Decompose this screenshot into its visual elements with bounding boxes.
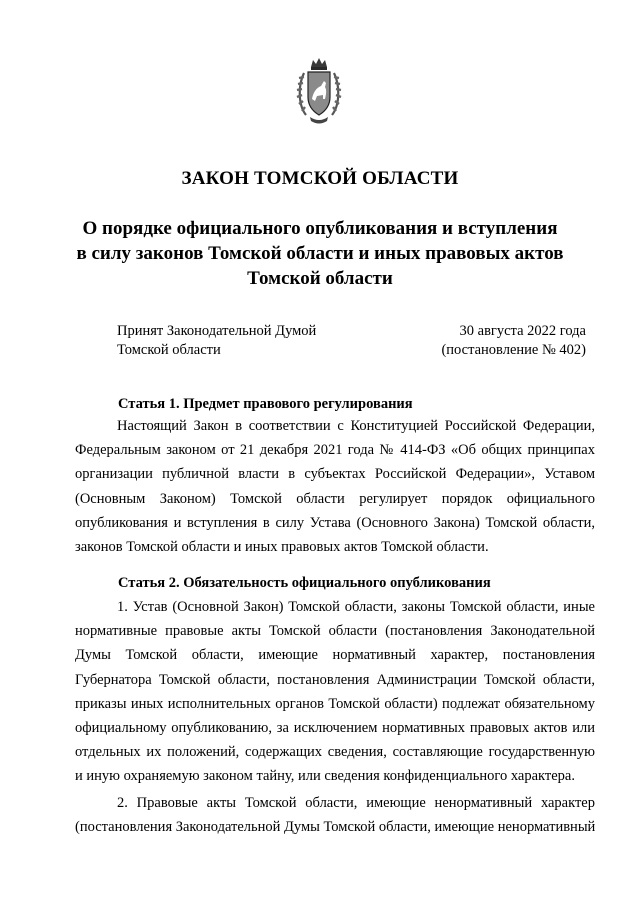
- law-subject-line: Томской области: [247, 268, 393, 289]
- coat-of-arms-emblem: [294, 55, 344, 127]
- text-line: опубликования и вступления в силу Устава (Основного Закона) Томской области,: [75, 514, 595, 531]
- article-2-paragraph-1: [75, 595, 595, 789]
- text-line: 2. Правовые акты Томской области, имеющие ненормативный характер: [117, 795, 595, 811]
- article-1-heading: Статья 1. Предмет правового регулирования: [118, 396, 413, 412]
- text-line: Губернатора Томской области, постановления Администрации Томской области,: [75, 671, 595, 688]
- article-2-heading: Статья 2. Обязательность официального опубликования: [118, 575, 491, 591]
- text-line: 1. Устав (Основной Закон) Томской области, законы Томской области, иные: [117, 599, 595, 615]
- law-subject: [60, 216, 580, 291]
- text-line: (постановления Законодательной Думы Томской области, имеющие ненормативный: [75, 819, 595, 836]
- resolution-number: (постановление № 402): [441, 342, 586, 358]
- law-subject-line: О порядке официального опубликования и вступления: [82, 218, 558, 239]
- text-line: организации публичной власти в субъектах Российской Федерации», Уставом: [75, 466, 595, 483]
- adopted-by-line: Томской области: [117, 342, 221, 358]
- law-title: ЗАКОН ТОМСКОЙ ОБЛАСТИ: [181, 168, 459, 189]
- article-1-paragraph: [75, 414, 595, 559]
- text-line: официальному опубликованию, за исключением нормативных правовых актов или: [75, 719, 595, 736]
- adoption-date: [441, 322, 586, 360]
- text-line: и иную охраняемую законом тайну, или сведения конфиденциального характера.: [75, 768, 575, 785]
- text-line: приказы иных исполнительных органов Томской области) подлежат обязательному: [75, 695, 595, 712]
- text-line: Федеральным законом от 21 декабря 2021 года № 414-ФЗ «Об общих принципах: [75, 442, 595, 459]
- adopted-by: [117, 322, 316, 360]
- text-line: законов Томской области и иных правовых актов Томской области.: [75, 538, 489, 555]
- text-line: (Основным Законом) Томской области регулирует порядок официального: [75, 490, 595, 507]
- text-line: Думы Томской области, имеющие нормативный характер, постановления: [75, 647, 595, 664]
- text-line: нормативные правовые акты Томской области (постановления Законодательной: [75, 623, 595, 640]
- text-line: Настоящий Закон в соответствии с Конституцией Российской Федерации,: [117, 418, 595, 434]
- article-2-paragraph-2: [75, 791, 595, 839]
- adoption-date-line: 30 августа 2022 года: [459, 323, 586, 339]
- text-line: отдельных их положений, содержащих сведения, составляющие государственную: [75, 744, 595, 761]
- adopted-by-line: Принят Законодательной Думой: [117, 323, 317, 339]
- law-subject-line: в силу законов Томской области и иных правовых актов: [76, 243, 564, 264]
